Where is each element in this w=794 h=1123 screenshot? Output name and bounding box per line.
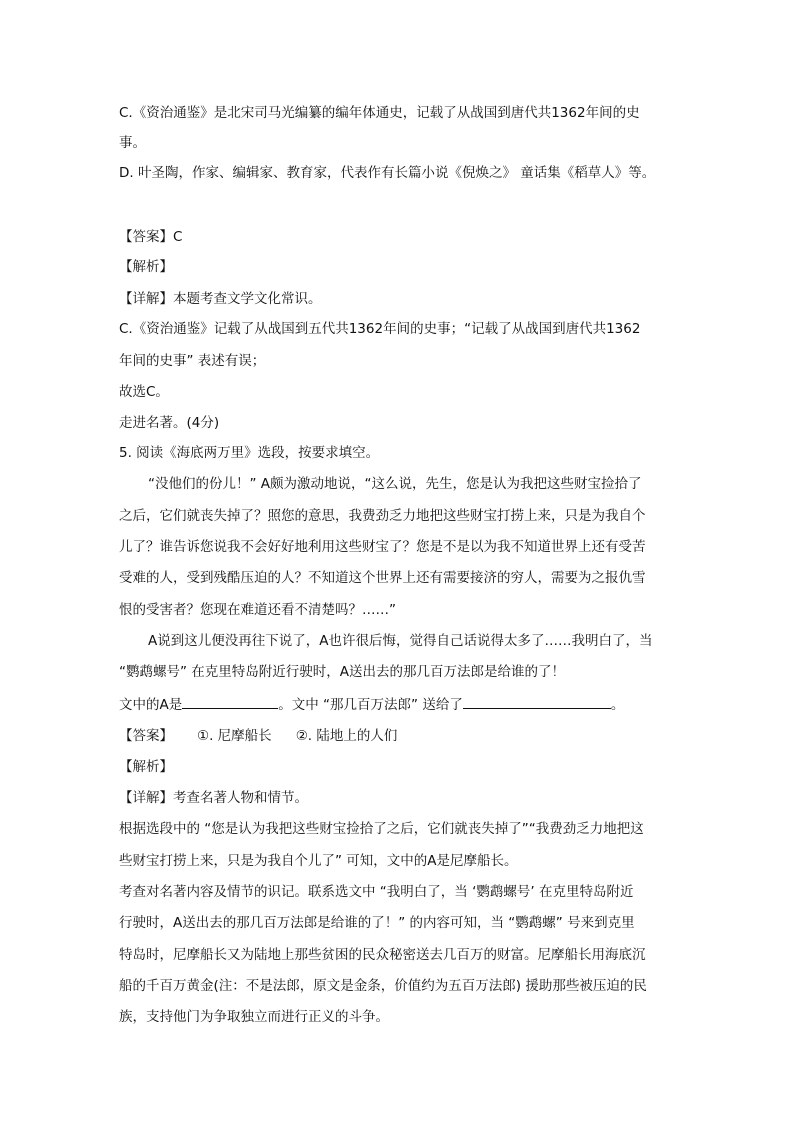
detail2-line5: 特岛时，尼摩船长又为陆地上那些贫困的民众秘密送去几百万的财富。尼摩船长用海底沉 — [119, 947, 646, 963]
detail2-line6: 船的千百万黄金(注：不是法郎，原文是金条，价值约为五百万法郎) 援助那些被压迫的民 — [119, 978, 647, 994]
option-d-line: D. 叶圣陶，作家、编辑家、教育家，代表作有长篇小说《倪焕之》 童话集《稻草人》等。 — [119, 165, 656, 181]
blank-1[interactable] — [182, 694, 278, 709]
question-5: 5. 阅读《海底两万里》选段，按要求填空。 — [119, 445, 380, 461]
answer-1: ①. 尼摩船长 — [197, 728, 272, 744]
option-c-line2: 事。 — [119, 135, 146, 151]
analysis-label: 【解析】 — [119, 259, 173, 275]
detail-label-2: 【详解】考查名著人物和情节。 — [119, 790, 308, 806]
answer-2: ②. 陆地上的人们 — [295, 728, 398, 744]
passage-line3: 儿了？谁告诉您说我不会好好地利用这些财宝了？您是不是以为我不知道世界上还有受苦 — [119, 539, 646, 555]
fill-text-2: 。文中 “那几百万法郎” 送给了 — [278, 697, 463, 713]
passage-line2: 之后，它们就丧失掉了？照您的意思，我费劲乏力地把这些财宝打捞上来，只是为我自个 — [119, 508, 646, 524]
section-heading: 走进名著。(4分) — [119, 415, 220, 431]
option-c-line1: C.《资治通鉴》是北宋司马光编纂的编年体通史，记载了从战国到唐代共1362年间的史 — [119, 105, 640, 121]
passage-line1: “没他们的份儿！” A颇为激动地说，“这么说，先生，您是认为我把这些财宝捡拾了 — [148, 476, 642, 492]
detail2-line3: 考查对名著内容及情节的识记。联系选文中 “我明白了，当 ‘鹦鹉螺号’ 在克里特岛附近 — [119, 884, 634, 900]
passage-line6: A说到这儿便没再往下说了，A也许很后悔，觉得自己话说得太多了……我明白了，当 — [148, 633, 653, 649]
detail2-line4: 行驶时，A送出去的那几百万法郎是给谁的了！” 的内容可知，当 “鹦鹉螺” 号来到克里 — [119, 915, 635, 931]
detail-line1: C.《资治通鉴》记载了从战国到五代共1362年间的史事；“记载了从战国到唐代共1362 — [119, 321, 641, 337]
detail2-line7: 族，支持他门为争取独立而进行正义的斗争。 — [119, 1009, 389, 1025]
choose-line: 故选C。 — [119, 384, 169, 400]
detail2-line1: 根据选段中的 “您是认为我把这些财宝捡拾了之后，它们就丧失掉了”“我费劲乏力地把这 — [119, 821, 644, 837]
fill-text-3: 。 — [610, 697, 625, 713]
analysis-label-2: 【解析】 — [119, 759, 173, 775]
passage-line4: 受难的人，受到残酷压迫的人？不知道这个世界上还有需要接济的穷人，需要为之报仇雪 — [119, 570, 646, 586]
passage-line7: “鹦鹉螺号” 在克里特岛附近行驶时，A送出去的那几百万法郎是给谁的了！ — [119, 664, 566, 680]
answer-label-2: 【答案】 — [119, 728, 173, 744]
detail2-line2: 些财宝打捞上来，只是为我自个儿了” 可知，文中的A是尼摩船长。 — [119, 853, 518, 869]
detail-line2: 年间的史事” 表述有误； — [119, 353, 266, 369]
fill-text-1: 文中的A是 — [119, 697, 183, 713]
detail-label: 【详解】本题考查文学文化常识。 — [119, 291, 322, 307]
answer-line — [119, 726, 397, 746]
answer-label: 【答案】C — [119, 229, 183, 245]
fill-blank-line — [119, 694, 624, 715]
passage-line5: 恨的受害者？您现在难道还看不清楚吗？……” — [119, 602, 396, 618]
blank-2[interactable] — [463, 694, 611, 709]
